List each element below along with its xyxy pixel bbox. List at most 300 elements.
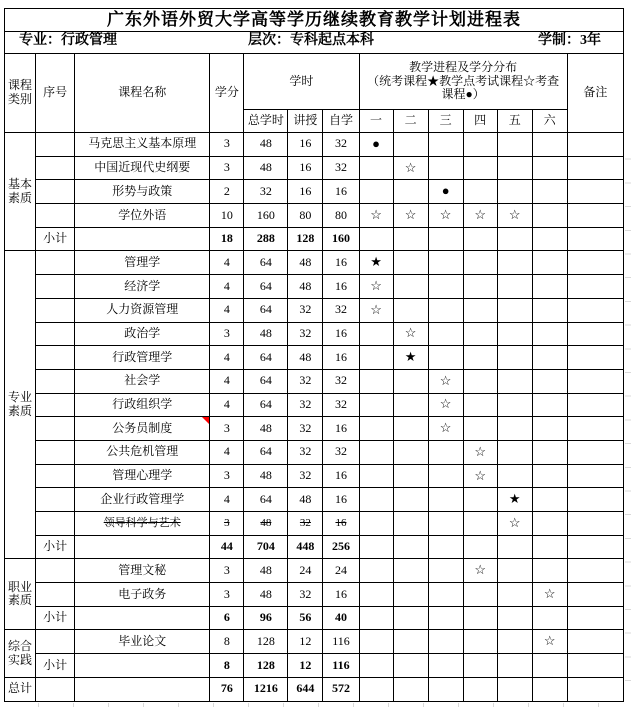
semester-mark-cell <box>532 369 567 393</box>
course-name-cell <box>75 677 210 701</box>
semester-mark-cell <box>393 677 428 701</box>
semester-mark-cell <box>359 677 393 701</box>
plan-table <box>4 8 624 702</box>
semester-mark-cell <box>359 559 393 583</box>
course-name-cell: 形势与政策 <box>75 180 210 204</box>
course-name-cell: 企业行政管理学 <box>75 488 210 512</box>
semester-mark-cell <box>393 227 428 251</box>
credits-cell: 3 <box>210 559 244 583</box>
course-name-cell: 社会学 <box>75 369 210 393</box>
semester-mark-cell <box>463 156 497 180</box>
semester-mark-cell <box>497 677 532 701</box>
semester-mark-cell <box>463 322 497 346</box>
semester-mark-cell: ☆ <box>463 440 497 464</box>
self-study-hours-cell: 16 <box>323 583 359 607</box>
self-study-hours-cell: 16 <box>323 512 359 536</box>
progress-legend: （统考课程★教学点考试课程☆考查课程●） <box>367 73 560 102</box>
header-hours-self: 自学 <box>323 110 359 133</box>
total-hours-cell: 128 <box>244 654 288 678</box>
seq-cell <box>36 488 75 512</box>
credits-cell: 3 <box>210 156 244 180</box>
credits-cell: 76 <box>210 677 244 701</box>
seq-cell <box>36 440 75 464</box>
semester-mark-cell <box>359 156 393 180</box>
semester-mark-cell <box>359 417 393 441</box>
semester-mark-cell <box>463 583 497 607</box>
remarks-cell <box>567 298 623 322</box>
course-row <box>5 488 624 512</box>
header-semester-6: 六 <box>532 110 567 133</box>
course-row <box>5 275 624 299</box>
seq-cell <box>36 369 75 393</box>
course-name-cell: 马克思主义基本原理 <box>75 133 210 157</box>
semester-mark-cell <box>359 322 393 346</box>
header-hours-total: 总学时 <box>244 110 288 133</box>
remarks-cell <box>567 559 623 583</box>
subtotal-row <box>5 654 624 678</box>
semester-mark-cell <box>532 204 567 228</box>
course-row <box>5 393 624 417</box>
self-study-hours-cell: 24 <box>323 559 359 583</box>
seq-cell <box>36 464 75 488</box>
semester-mark-cell: ☆ <box>428 417 463 441</box>
semester-mark-cell <box>463 346 497 370</box>
semester-mark-cell: ☆ <box>428 204 463 228</box>
header-semester-5: 五 <box>497 110 532 133</box>
course-name-cell: 行政管理学 <box>75 346 210 370</box>
seq-cell <box>36 133 75 157</box>
semester-mark-cell <box>532 440 567 464</box>
self-study-hours-cell: 116 <box>323 654 359 678</box>
semester-mark-cell <box>359 654 393 678</box>
info-row <box>5 32 624 54</box>
semester-mark-cell: ☆ <box>532 583 567 607</box>
credits-cell: 4 <box>210 251 244 275</box>
semester-mark-cell <box>463 275 497 299</box>
credits-cell: 3 <box>210 512 244 536</box>
credits-cell: 4 <box>210 488 244 512</box>
semester-mark-cell <box>463 488 497 512</box>
self-study-hours-cell: 40 <box>323 606 359 630</box>
semester-mark-cell <box>497 346 532 370</box>
semester-mark-cell <box>393 440 428 464</box>
excel-gridline-bottom <box>4 703 624 707</box>
remarks-cell <box>567 156 623 180</box>
lecture-hours-cell: 12 <box>288 654 323 678</box>
lecture-hours-cell: 32 <box>288 512 323 536</box>
self-study-hours-cell: 572 <box>323 677 359 701</box>
self-study-hours-cell: 16 <box>323 180 359 204</box>
course-name-cell: 管理文秘 <box>75 559 210 583</box>
credits-cell: 2 <box>210 180 244 204</box>
semester-mark-cell <box>359 346 393 370</box>
semester-mark-cell <box>497 417 532 441</box>
semester-mark-cell: ☆ <box>497 512 532 536</box>
remarks-cell <box>567 417 623 441</box>
semester-mark-cell <box>393 133 428 157</box>
course-row <box>5 322 624 346</box>
semester-mark-cell <box>428 654 463 678</box>
header-seq: 序号 <box>36 54 75 133</box>
semester-mark-cell <box>393 630 428 654</box>
seq-cell <box>36 298 75 322</box>
semester-mark-cell <box>393 535 428 559</box>
semester-mark-cell: ★ <box>359 251 393 275</box>
semester-mark-cell <box>393 583 428 607</box>
semester-mark-cell <box>393 251 428 275</box>
semester-mark-cell <box>463 417 497 441</box>
seq-cell <box>36 417 75 441</box>
credits-cell: 4 <box>210 298 244 322</box>
header-semester-3: 三 <box>428 110 463 133</box>
seq-cell <box>36 156 75 180</box>
semester-mark-cell <box>532 512 567 536</box>
course-name-cell: 中国近现代史纲要 <box>75 156 210 180</box>
remarks-cell <box>567 583 623 607</box>
duration-label: 学制：3年 <box>538 33 601 48</box>
semester-mark-cell <box>428 275 463 299</box>
total-hours-cell: 48 <box>244 583 288 607</box>
semester-mark-cell: ★ <box>393 346 428 370</box>
credits-cell: 4 <box>210 369 244 393</box>
semester-mark-cell <box>393 654 428 678</box>
semester-mark-cell <box>497 251 532 275</box>
self-study-hours-cell: 80 <box>323 204 359 228</box>
semester-mark-cell <box>497 440 532 464</box>
excel-gridline-right <box>625 136 631 702</box>
remarks-cell <box>567 606 623 630</box>
semester-mark-cell <box>428 251 463 275</box>
semester-mark-cell <box>532 464 567 488</box>
course-name-cell: 公务员制度 <box>75 417 210 441</box>
semester-mark-cell <box>393 417 428 441</box>
remarks-cell <box>567 512 623 536</box>
remarks-cell <box>567 654 623 678</box>
remarks-cell <box>567 464 623 488</box>
course-name-cell: 公共危机管理 <box>75 440 210 464</box>
remarks-cell <box>567 677 623 701</box>
course-row <box>5 133 624 157</box>
semester-mark-cell: ● <box>359 133 393 157</box>
semester-mark-cell <box>393 298 428 322</box>
semester-mark-cell: ☆ <box>359 298 393 322</box>
self-study-hours-cell: 16 <box>323 464 359 488</box>
course-row <box>5 630 624 654</box>
subtotal-label-cell: 小计 <box>36 535 75 559</box>
semester-mark-cell <box>428 156 463 180</box>
remarks-cell <box>567 322 623 346</box>
total-hours-cell: 64 <box>244 251 288 275</box>
category-cell: 基本素质 <box>5 133 36 251</box>
credits-cell: 10 <box>210 204 244 228</box>
course-name-cell: 学位外语 <box>75 204 210 228</box>
semester-mark-cell: ☆ <box>359 275 393 299</box>
semester-mark-cell: ☆ <box>532 630 567 654</box>
semester-mark-cell <box>393 488 428 512</box>
credits-cell: 3 <box>210 133 244 157</box>
self-study-hours-cell: 32 <box>323 156 359 180</box>
remarks-cell <box>567 535 623 559</box>
course-name-cell: 管理心理学 <box>75 464 210 488</box>
subtotal-row <box>5 227 624 251</box>
course-row <box>5 204 624 228</box>
course-row <box>5 156 624 180</box>
semester-mark-cell <box>359 535 393 559</box>
semester-mark-cell <box>359 512 393 536</box>
semester-mark-cell: ☆ <box>463 559 497 583</box>
semester-mark-cell <box>463 180 497 204</box>
semester-mark-cell <box>428 512 463 536</box>
course-row <box>5 440 624 464</box>
category-cell: 职业素质 <box>5 559 36 630</box>
course-row <box>5 180 624 204</box>
lecture-hours-cell: 448 <box>288 535 323 559</box>
semester-mark-cell <box>428 346 463 370</box>
total-hours-cell: 64 <box>244 369 288 393</box>
semester-mark-cell <box>532 133 567 157</box>
subtotal-label-cell: 小计 <box>36 227 75 251</box>
semester-mark-cell <box>532 298 567 322</box>
semester-mark-cell <box>393 369 428 393</box>
semester-mark-cell <box>497 583 532 607</box>
semester-mark-cell: ☆ <box>463 204 497 228</box>
semester-mark-cell <box>497 654 532 678</box>
total-hours-cell: 48 <box>244 156 288 180</box>
total-hours-cell: 704 <box>244 535 288 559</box>
semester-mark-cell <box>359 227 393 251</box>
remarks-cell <box>567 630 623 654</box>
total-hours-cell: 288 <box>244 227 288 251</box>
remarks-cell <box>567 204 623 228</box>
semester-mark-cell <box>428 440 463 464</box>
semester-mark-cell <box>497 180 532 204</box>
total-hours-cell: 64 <box>244 488 288 512</box>
semester-mark-cell <box>497 322 532 346</box>
semester-mark-cell <box>359 369 393 393</box>
self-study-hours-cell: 32 <box>323 440 359 464</box>
total-hours-cell: 48 <box>244 417 288 441</box>
seq-cell <box>36 322 75 346</box>
total-hours-cell: 64 <box>244 346 288 370</box>
course-row <box>5 417 624 441</box>
total-hours-cell: 48 <box>244 322 288 346</box>
semester-mark-cell: ★ <box>497 488 532 512</box>
lecture-hours-cell: 16 <box>288 180 323 204</box>
semester-mark-cell <box>532 606 567 630</box>
credits-cell: 3 <box>210 417 244 441</box>
lecture-hours-cell: 12 <box>288 630 323 654</box>
semester-mark-cell <box>428 677 463 701</box>
header-semester-4: 四 <box>463 110 497 133</box>
self-study-hours-cell: 16 <box>323 251 359 275</box>
semester-mark-cell <box>497 535 532 559</box>
self-study-hours-cell: 16 <box>323 417 359 441</box>
semester-mark-cell <box>393 464 428 488</box>
semester-mark-cell <box>359 440 393 464</box>
semester-mark-cell: ☆ <box>359 204 393 228</box>
remarks-cell <box>567 275 623 299</box>
semester-mark-cell <box>428 630 463 654</box>
seq-cell <box>36 677 75 701</box>
remarks-cell <box>567 440 623 464</box>
lecture-hours-cell: 32 <box>288 369 323 393</box>
lecture-hours-cell: 644 <box>288 677 323 701</box>
self-study-hours-cell: 16 <box>323 346 359 370</box>
self-study-hours-cell: 32 <box>323 298 359 322</box>
header-hours-group: 学时 <box>244 54 359 110</box>
lecture-hours-cell: 32 <box>288 298 323 322</box>
header-semester-1: 一 <box>359 110 393 133</box>
credits-cell: 3 <box>210 464 244 488</box>
course-name-cell <box>75 606 210 630</box>
self-study-hours-cell: 32 <box>323 393 359 417</box>
self-study-hours-cell: 32 <box>323 133 359 157</box>
remarks-cell <box>567 133 623 157</box>
header-progress-group <box>359 54 567 110</box>
self-study-hours-cell: 32 <box>323 369 359 393</box>
lecture-hours-cell: 32 <box>288 322 323 346</box>
semester-mark-cell <box>428 322 463 346</box>
semester-mark-cell <box>428 227 463 251</box>
lecture-hours-cell: 16 <box>288 133 323 157</box>
semester-mark-cell <box>428 464 463 488</box>
page-title: 广东外语外贸大学高等学历继续教育教学计划进程表 <box>5 9 624 32</box>
subtotal-label-cell: 小计 <box>36 606 75 630</box>
lecture-hours-cell: 128 <box>288 227 323 251</box>
total-hours-cell: 48 <box>244 464 288 488</box>
semester-mark-cell: ☆ <box>428 393 463 417</box>
course-row <box>5 512 624 536</box>
lecture-hours-cell: 16 <box>288 156 323 180</box>
semester-mark-cell <box>532 654 567 678</box>
semester-mark-cell <box>359 583 393 607</box>
semester-mark-cell <box>497 559 532 583</box>
self-study-hours-cell: 16 <box>323 322 359 346</box>
lecture-hours-cell: 32 <box>288 417 323 441</box>
semester-mark-cell: ☆ <box>393 204 428 228</box>
header-credits: 学分 <box>210 54 244 133</box>
self-study-hours-cell: 16 <box>323 275 359 299</box>
semester-mark-cell <box>359 488 393 512</box>
total-hours-cell: 64 <box>244 440 288 464</box>
course-name-cell: 经济学 <box>75 275 210 299</box>
seq-cell <box>36 275 75 299</box>
header-course-name: 课程名称 <box>75 54 210 133</box>
semester-mark-cell <box>497 275 532 299</box>
semester-mark-cell <box>532 251 567 275</box>
seq-cell <box>36 559 75 583</box>
semester-mark-cell: ● <box>428 180 463 204</box>
lecture-hours-cell: 32 <box>288 393 323 417</box>
course-name-cell: 毕业论文 <box>75 630 210 654</box>
semester-mark-cell <box>532 227 567 251</box>
semester-mark-cell <box>359 606 393 630</box>
semester-mark-cell <box>463 227 497 251</box>
credits-cell: 4 <box>210 346 244 370</box>
remarks-cell <box>567 393 623 417</box>
lecture-hours-cell: 32 <box>288 464 323 488</box>
lecture-hours-cell: 48 <box>288 251 323 275</box>
lecture-hours-cell: 32 <box>288 440 323 464</box>
course-name-cell: 电子政务 <box>75 583 210 607</box>
semester-mark-cell <box>497 464 532 488</box>
course-row <box>5 559 624 583</box>
semester-mark-cell <box>463 654 497 678</box>
semester-mark-cell: ☆ <box>428 369 463 393</box>
teaching-plan-table <box>4 8 624 702</box>
total-hours-cell: 48 <box>244 512 288 536</box>
seq-cell <box>36 630 75 654</box>
credits-cell: 6 <box>210 606 244 630</box>
semester-mark-cell <box>497 630 532 654</box>
semester-mark-cell <box>532 677 567 701</box>
remarks-cell <box>567 488 623 512</box>
remarks-cell <box>567 369 623 393</box>
semester-mark-cell <box>463 133 497 157</box>
semester-mark-cell <box>463 677 497 701</box>
lecture-hours-cell: 24 <box>288 559 323 583</box>
total-hours-cell: 1216 <box>244 677 288 701</box>
credits-cell: 8 <box>210 654 244 678</box>
semester-mark-cell <box>463 393 497 417</box>
semester-mark-cell <box>532 180 567 204</box>
semester-mark-cell <box>393 180 428 204</box>
semester-mark-cell <box>497 369 532 393</box>
subtotal-row <box>5 606 624 630</box>
self-study-hours-cell: 16 <box>323 488 359 512</box>
lecture-hours-cell: 48 <box>288 346 323 370</box>
course-name-cell: 行政组织学 <box>75 393 210 417</box>
semester-mark-cell <box>463 606 497 630</box>
semester-mark-cell <box>532 559 567 583</box>
total-hours-cell: 96 <box>244 606 288 630</box>
total-hours-cell: 32 <box>244 180 288 204</box>
semester-mark-cell <box>393 606 428 630</box>
course-name-cell <box>75 535 210 559</box>
credits-cell: 4 <box>210 275 244 299</box>
course-name-cell: 人力资源管理 <box>75 298 210 322</box>
course-name-cell: 管理学 <box>75 251 210 275</box>
major-label: 专业：行政管理 <box>19 33 117 48</box>
semester-mark-cell <box>428 535 463 559</box>
remarks-cell <box>567 180 623 204</box>
semester-mark-cell <box>428 298 463 322</box>
semester-mark-cell <box>532 535 567 559</box>
lecture-hours-cell: 32 <box>288 583 323 607</box>
lecture-hours-cell: 80 <box>288 204 323 228</box>
total-hours-cell: 128 <box>244 630 288 654</box>
remarks-cell <box>567 346 623 370</box>
semester-mark-cell <box>463 251 497 275</box>
semester-mark-cell <box>532 156 567 180</box>
credits-cell: 8 <box>210 630 244 654</box>
credits-cell: 4 <box>210 393 244 417</box>
semester-mark-cell <box>428 606 463 630</box>
remarks-cell <box>567 251 623 275</box>
semester-mark-cell <box>359 464 393 488</box>
course-row <box>5 298 624 322</box>
course-row <box>5 464 624 488</box>
semester-mark-cell <box>497 393 532 417</box>
semester-mark-cell: ☆ <box>393 322 428 346</box>
semester-mark-cell <box>463 630 497 654</box>
lecture-hours-cell: 48 <box>288 488 323 512</box>
seq-cell <box>36 346 75 370</box>
header-semester-2: 二 <box>393 110 428 133</box>
semester-mark-cell <box>497 156 532 180</box>
course-row <box>5 346 624 370</box>
grand-total-row <box>5 677 624 701</box>
